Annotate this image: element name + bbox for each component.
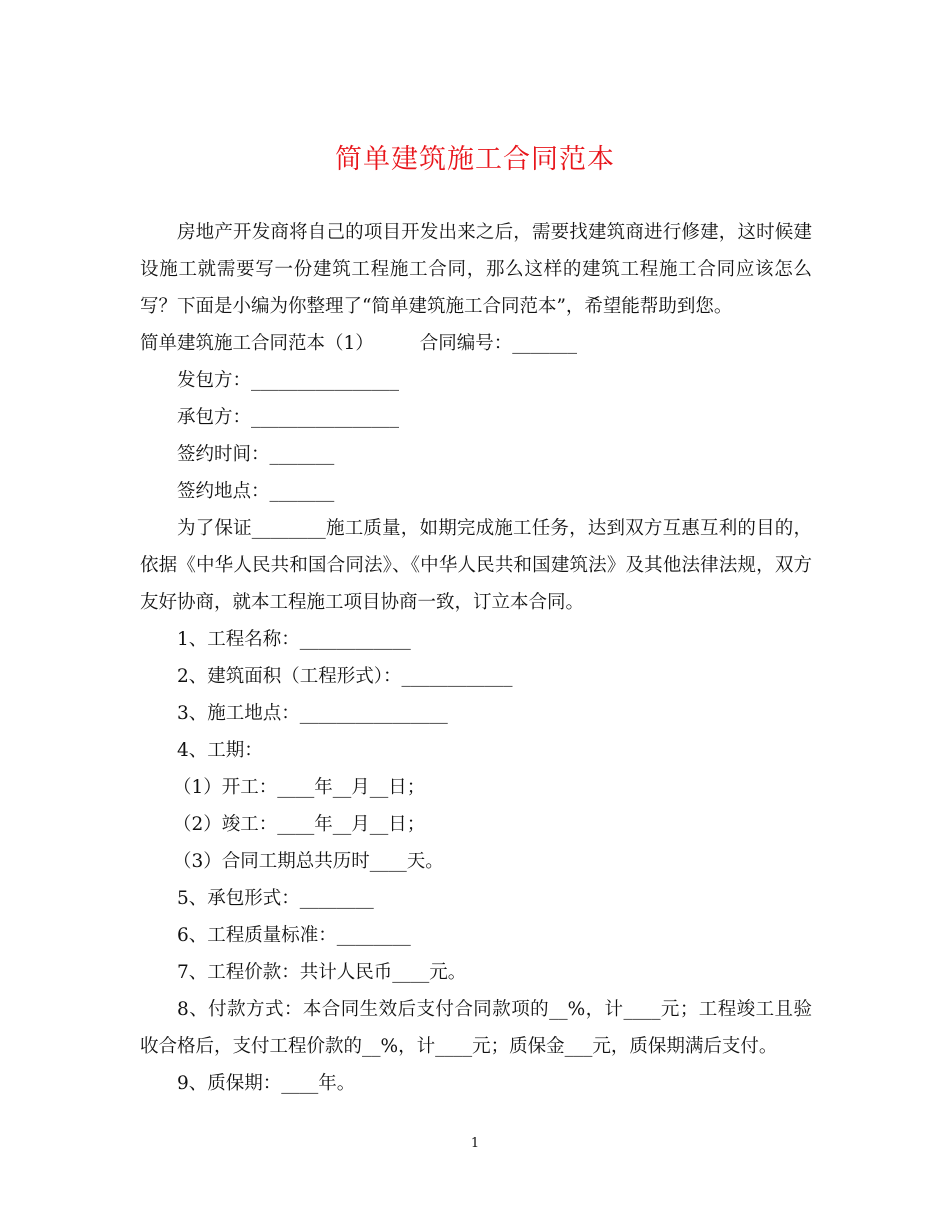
item-warranty-period: 9、质保期：____年。 xyxy=(177,1073,356,1094)
page-number: 1 xyxy=(470,1136,480,1151)
purpose-paragraph: 为了保证________施工质量，如期完成施工任务，达到双方互惠互利的目的，依据《中华人民共和国合同法》、《中华人民共和国建筑法》及其他法律法规，双方友好协商，就本工程施工项目协商一致，订立本合同。 xyxy=(140,518,812,613)
contract-number-field: 合同编号：_______ xyxy=(419,333,578,354)
item-contract-price: 7、工程价款：共计人民币____元。 xyxy=(177,962,467,983)
signing-time-field: 签约时间：_______ xyxy=(177,444,335,465)
item-schedule-completion: （2）竣工：____年__月__日； xyxy=(173,814,426,835)
item-schedule-start: （1）开工：____年__月__日； xyxy=(173,777,426,798)
item-contract-form: 5、承包形式：________ xyxy=(177,888,374,909)
item-schedule-duration: （3）合同工期总共历时____天。 xyxy=(173,851,444,872)
item-quality-standard: 6、工程质量标准：________ xyxy=(177,925,411,946)
item-schedule: 4、工期： xyxy=(177,740,263,761)
contract-heading: 简单建筑施工合同范本（1） xyxy=(140,333,374,354)
contractor-field: 承包方：________________ xyxy=(177,407,400,428)
intro-paragraph: 房地产开发商将自己的项目开发出来之后，需要找建筑商进行修建，这时候建设施工就需要写一份建筑工程施工合同，那么这样的建筑工程施工合同应该怎么写？下面是小编为你整理了“简单建筑施工合同范本”，希望能帮助到您。 xyxy=(140,222,812,317)
document-body xyxy=(140,214,812,1102)
contract-heading-line xyxy=(140,325,812,362)
signing-place-field: 签约地点：_______ xyxy=(177,481,335,502)
item-project-name: 1、工程名称：____________ xyxy=(177,629,411,650)
employer-field: 发包方：________________ xyxy=(177,370,400,391)
item-building-area: 2、建筑面积（工程形式）：____________ xyxy=(177,666,513,687)
item-construction-site: 3、施工地点：________________ xyxy=(177,703,448,724)
item-payment-method: 8、付款方式：本合同生效后支付合同款项的__%，计____元；工程竣工且验收合格后，支付工程价款的__%，计____元；质保金___元，质保期满后支付。 xyxy=(140,999,812,1057)
document-title: 简单建筑施工合同范本 xyxy=(335,144,615,175)
